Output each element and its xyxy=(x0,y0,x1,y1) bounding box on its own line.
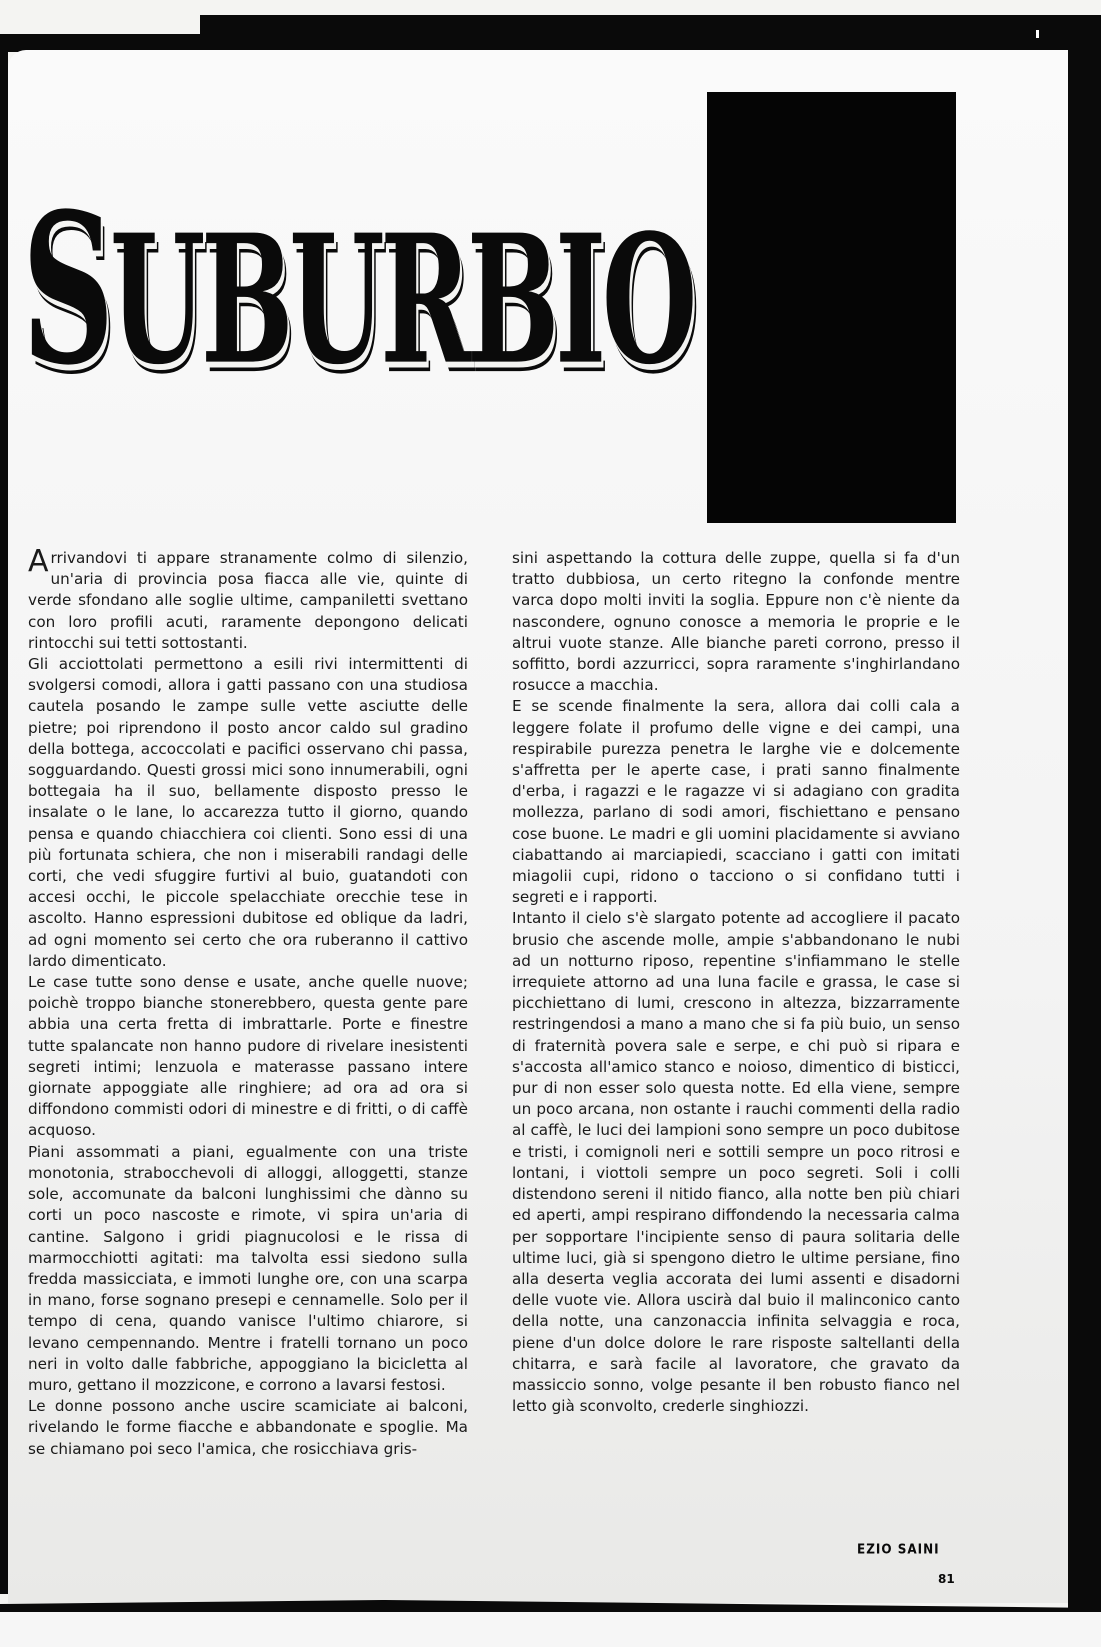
scan-margin-bottom xyxy=(0,1612,1101,1647)
author-byline: EZIO SAINI xyxy=(857,1541,940,1557)
scan-border-right xyxy=(1068,15,1101,1615)
paragraph: Arrivandovi ti appare stranamente colmo di silenzio, un'aria di provincia posa fiacca alle vie, quinte di verde sfondano alle soglie ultime, campaniletti svettano con loro profili acuti, raramente depongono delicati rintocchi sui tetti sottostanti. xyxy=(28,544,468,652)
article-title xyxy=(22,168,693,411)
scan-border-left xyxy=(0,34,8,1594)
text-column-left xyxy=(28,544,468,1460)
paragraph: E se scende finalmente la sera, allora dai colli cala a leggere folate il profumo delle vigne e dei campi, una respirabile purezza penetra le larghe vie e dolcemente s'affretta per le aperte case, i prati sanno finalmente d'erba, i ragazzi e le ragazze vi si adagiano con gradita mollezza, parlano di sodi amori, fischiettano e pensano cose buone. Le madri e gli uomini placidamente si avviano ciabattando ai marciapiedi, scacciano i gatti con imitati miagolii cupi, ridono o tacciono o si confidano tutti i segreti e i rapporti. xyxy=(512,697,960,907)
paragraph: Gli acciottolati permettono a esili rivi intermittenti di svolgersi comodi, allora i gatti passano con una studiosa cautela posando le zampe sulle vette asciutte delle pietre; poi riprendono il posto ancor caldo sul gradino della bottega, accoccolati e pacifici osservano chi passa, sogguardando. Questi grossi mici sono innumerabili, ogni bottegaia ha il suo, bellamente disposto presso le insalate o le lane, lo accarezza tutto il giorno, quando pensa e quando chiacchiera coi clienti. Sono essi di una più fortunata schiera, che non i miserabili randagi delle corti, che vedi sfuggire furtivi al buio, guatandoti con accesi occhi, le piccole spelacchiate orecchie tese in ascolto. Hanno espressioni dubitose ed oblique da ladri, ad ogni momento sei certo che ora ruberanno il cattivo lardo dimenticato. xyxy=(28,655,468,970)
paragraph: sini aspettando la cottura delle zuppe, quella si fa d'un tratto dubbiosa, un certo ritegno la confonde mentre varca dopo molti inviti la soglia. Eppure non c'è niente da nascondere, ognuno conosce a memoria le proprie e le altrui vuote stanze. Alle bianche pareti corrono, presso il soffitto, bordi azzurricci, sopra raramente s'inghirlandano rosucce a macchia. xyxy=(512,549,960,695)
paragraph: Le donne possono anche uscire scamiciate ai balconi, rivelando le forme fiacche e abbandonate e spoglie. Ma se chiamano poi seco l'amica, che rosicchiava gris- xyxy=(28,1397,468,1458)
paragraph: Intanto il cielo s'è slargato potente ad accogliere il pacato brusio che ascende molle, ampie s'abbandonano le nubi ad un notturno riposo, repentine s'infiammano le stelle irrequiete attorno ad una luna facile e grassa, le case si picchiettano di lumi, crescono in altezza, bizzarramente restringendosi a mano a mano che si fa più buio, un senso di fraternità povera sale e serpe, e chi può si ripara e s'accosta all'amico stanco e noioso, dimentico di bisticci, pur di non esser solo questa notte. Ed ella viene, sempre un poco arcana, non ostante i rauchi commenti della radio al caffè, le luci dei lampioni sono sempre un poco dubitose e tristi, i comignoli neri e sottili sempre un poco ritrosi e lontani, i viottoli sempre un poco segreti. Soli i colli distendono sereni il nitido fianco, alla notte ben più chiari ed aperti, ampi respirano diffondendo la necessaria calma per sopportare l'incipiente senso di paura solitaria delle ultime luci, già si spengono dietro le ultime persiane, fino alla deserta veglia accorata dei lumi assenti e disadorni delle vuote vie. Allora uscirà dal buio il malinconico canto della notte, una canzonaccia infinita selvaggia e roca, piene d'un dolce dolore le rare risposte saltellanti della chitarra, e sarà facile al lavoratore, che gravato da massiccio sonno, volge pesante il ben robusto fianco nel letto già sconvolto, crederle singhiozzi. xyxy=(512,909,960,1416)
drop-cap: A xyxy=(28,544,49,579)
paragraph: Le case tutte sono dense e usate, anche quelle nuove; poichè troppo bianche stonerebbero, questa gente pare abbia una certa fretta di imbrattarle. Porte e finestre tutte spalancate non hanno pudore di rivelare inesistenti segreti intimi; lenzuola e materasse passano intere giornate appoggiate alle ringhiere; ad ora ad ora si diffondono commisti odori di minestre e di fritti, o di caffè acquoso. xyxy=(28,973,468,1140)
page-number: 81 xyxy=(938,1572,955,1586)
scan-speck xyxy=(1036,30,1039,38)
paragraph: Piani assommati a piani, egualmente con una triste monotonia, strabocchevoli di alloggi, alloggetti, stanze sole, accomunate da balconi lunghissimi che dànno su corti un poco nascoste e rimote, vi spira un'aria di cantine. Salgono i gridi piagnucolosi e le rissa di marmocchiotti agitati: ma talvolta essi siedono sulla fredda massicciata, e immoti lunghe ore, con una scarpa in mano, forse sognano presepi e cennamelle. Solo per il tempo di cena, quando vanisce l'ultimo chiarore, si levano cempennando. Mentre i fratelli tornano un poco neri in volto dalle fabbriche, appoggiano la bicicletta al muro, gettano il mozzicone, e corrono a lavarsi festosi. xyxy=(28,1142,468,1394)
title-first-letter: S xyxy=(22,168,110,411)
text-column-right xyxy=(512,548,960,1417)
scan-border-top xyxy=(200,15,1080,51)
title-rest: UBURBIO xyxy=(109,195,693,404)
black-photo-block xyxy=(707,92,956,523)
